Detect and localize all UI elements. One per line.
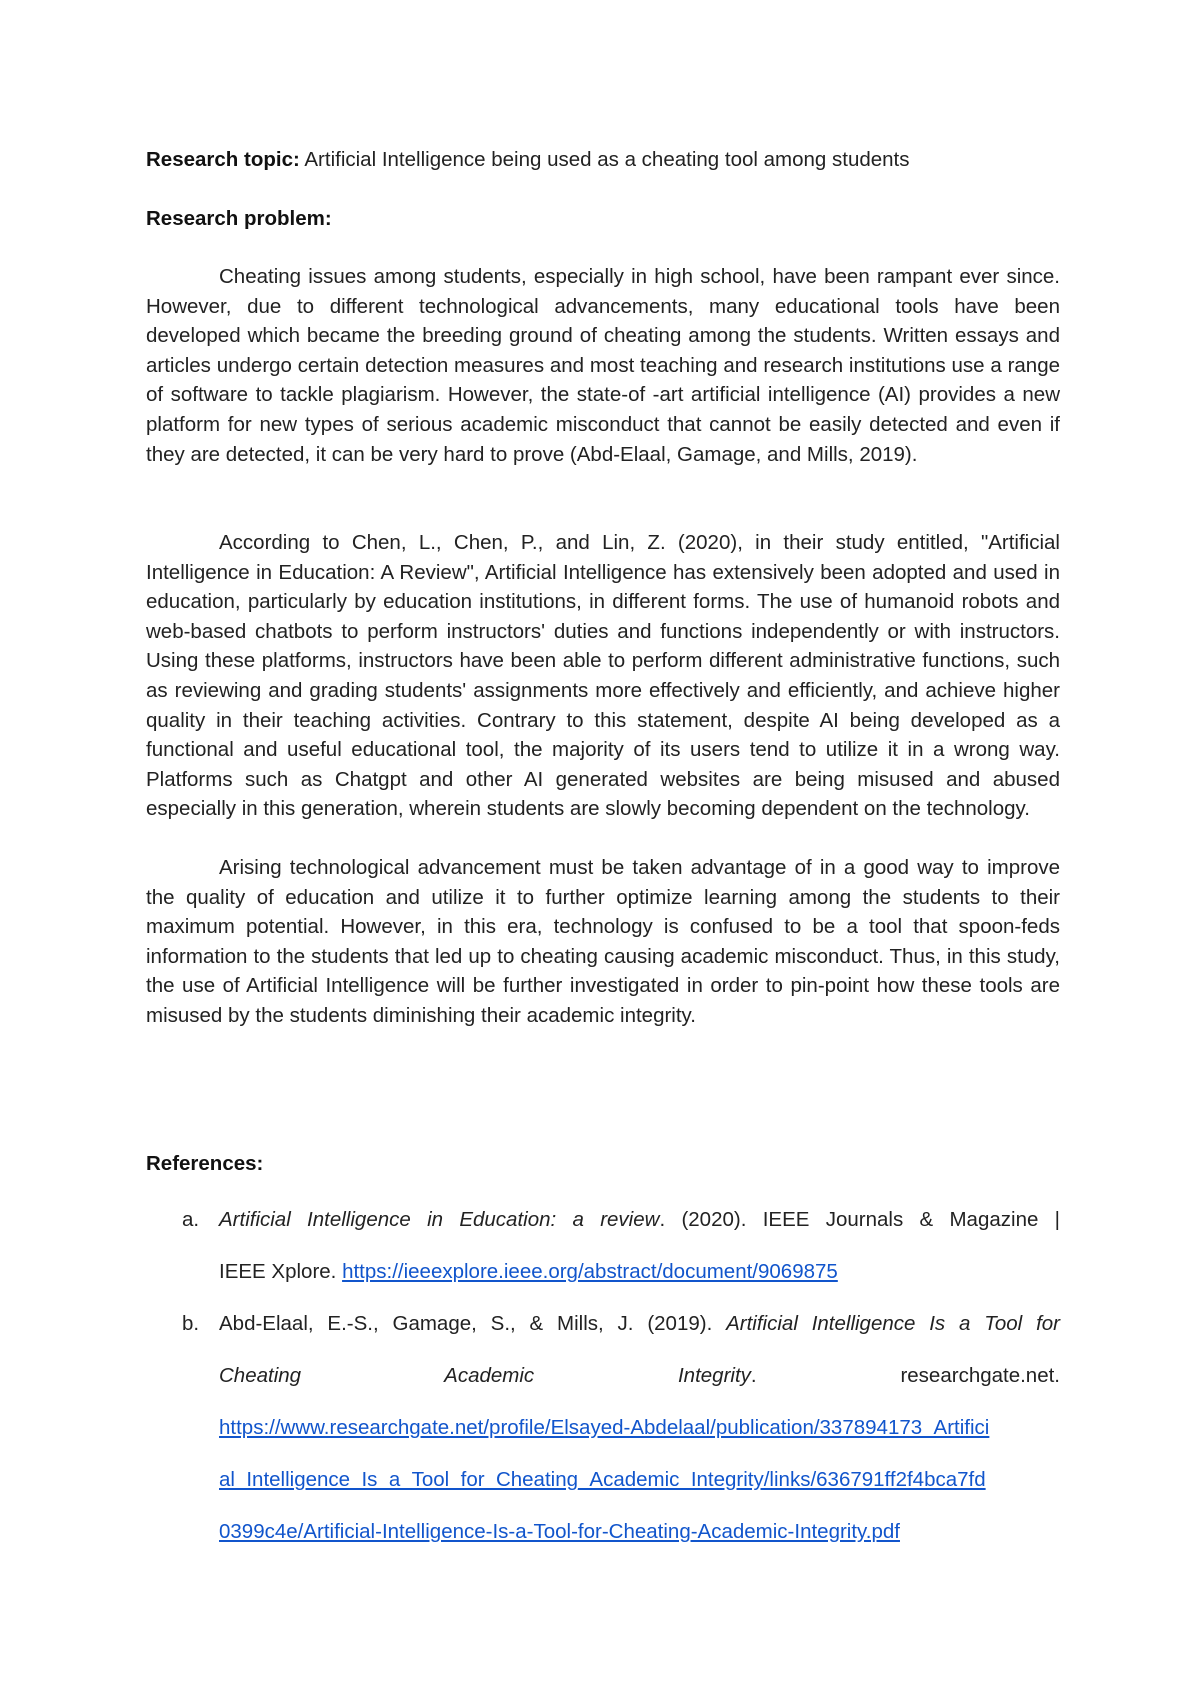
problem-paragraph-3-text: Arising technological advancement must be taken advantage of in a good way to improve the quality of education and utilize it to further optimize learning among the students to their maximum potential. However, in this era, technology is confused to be a tool that spoon-feds information to the students that led up to cheating causing academic misconduct. Thus, in this study, the use of Artificial Intelligence will be further investigated in order to pin-point how these tools are misused by the students diminishing their academic integrity. xyxy=(146,856,1060,1027)
problem-paragraph-1 xyxy=(146,262,1060,469)
reference-marker: a. xyxy=(182,1208,200,1231)
reference-line xyxy=(219,1506,1060,1558)
problem-paragraph-2 xyxy=(146,528,1060,824)
reference-link[interactable]: https://ieeexplore.ieee.org/abstract/document/9069875 xyxy=(342,1260,838,1283)
problem-paragraph-3 xyxy=(146,853,1060,1031)
research-topic-label: Research topic: xyxy=(146,148,300,171)
problem-paragraph-2-text: According to Chen, L., Chen, P., and Lin, Z. (2020), in their study entitled, "Artificial Intelligence in Education: A Review", Artificial Intelligence has extensively been adopted and used in education, particularly by education institutions, in different forms. The use of humanoid robots and web-based chatbots to perform instructors' duties and functions independently or with instructors. Using these platforms, instructors have been able to perform different administrative functions, such as reviewing and grading students' assignments more effectively and efficiently, and achieve higher quality in their teaching activities. Contrary to this statement, despite AI being developed as a functional and useful educational tool, the majority of its users tend to utilize it in a wrong way. Platforms such as Chatgpt and other AI generated websites are being misused and abused especially in this generation, wherein students are slowly becoming dependent on the technology. xyxy=(146,531,1060,821)
reference-authors: Abd-Elaal, E.-S., Gamage, S., & Mills, J. (2019). xyxy=(219,1312,727,1335)
reference-source: IEEE Xplore. xyxy=(219,1260,343,1283)
research-problem-heading: Research problem: xyxy=(146,207,332,230)
reference-body xyxy=(219,1194,1060,1298)
reference-line xyxy=(219,1350,1060,1402)
reference-title-part-2: Cheating Academic Integrity xyxy=(219,1364,751,1387)
reference-link-part-2[interactable]: al_Intelligence_Is_a_Tool_for_Cheating_Academic_Integrity/links/636791ff2f4bca7fd xyxy=(219,1468,986,1491)
reference-link-part-1[interactable]: https://www.researchgate.net/profile/Elsayed-Abdelaal/publication/337894173_Artifici xyxy=(219,1416,990,1439)
reference-line xyxy=(219,1298,1060,1350)
reference-line xyxy=(219,1402,1060,1454)
reference-link-part-3[interactable]: 0399c4e/Artificial-Intelligence-Is-a-Tool-for-Cheating-Academic-Integrity.pdf xyxy=(219,1520,900,1543)
reference-publication: . (2020). IEEE Journals & Magazine | xyxy=(659,1208,1060,1231)
research-topic-text: Artificial Intelligence being used as a cheating tool among students xyxy=(299,148,910,171)
reference-line xyxy=(219,1454,1060,1506)
reference-item-b xyxy=(146,1298,1060,1558)
problem-paragraph-1-text: Cheating issues among students, especially in high school, have been rampant ever since. However, due to different technological advancements, many educational tools have been developed which became the breeding ground of cheating among the students. Written essays and articles undergo certain detection measures and most teaching and research institutions use a range of software to tackle plagiarism. However, the state-of -art artificial intelligence (AI) provides a new platform for new types of serious academic misconduct that cannot be easily detected and even if they are detected, it can be very hard to prove (Abd-Elaal, Gamage, and Mills, 2019). xyxy=(146,265,1060,466)
research-topic xyxy=(146,146,1060,174)
reference-line xyxy=(219,1246,1060,1298)
reference-item-a xyxy=(146,1194,1060,1298)
reference-title-part-1: Artificial Intelligence Is a Tool for xyxy=(726,1312,1060,1335)
reference-line xyxy=(219,1194,1060,1246)
reference-marker: b. xyxy=(182,1312,200,1335)
reference-body xyxy=(219,1298,1060,1558)
reference-title: Artificial Intelligence in Education: a review xyxy=(219,1208,660,1231)
reference-publication: . researchgate.net. xyxy=(750,1364,1061,1387)
references-heading: References: xyxy=(146,1152,264,1175)
